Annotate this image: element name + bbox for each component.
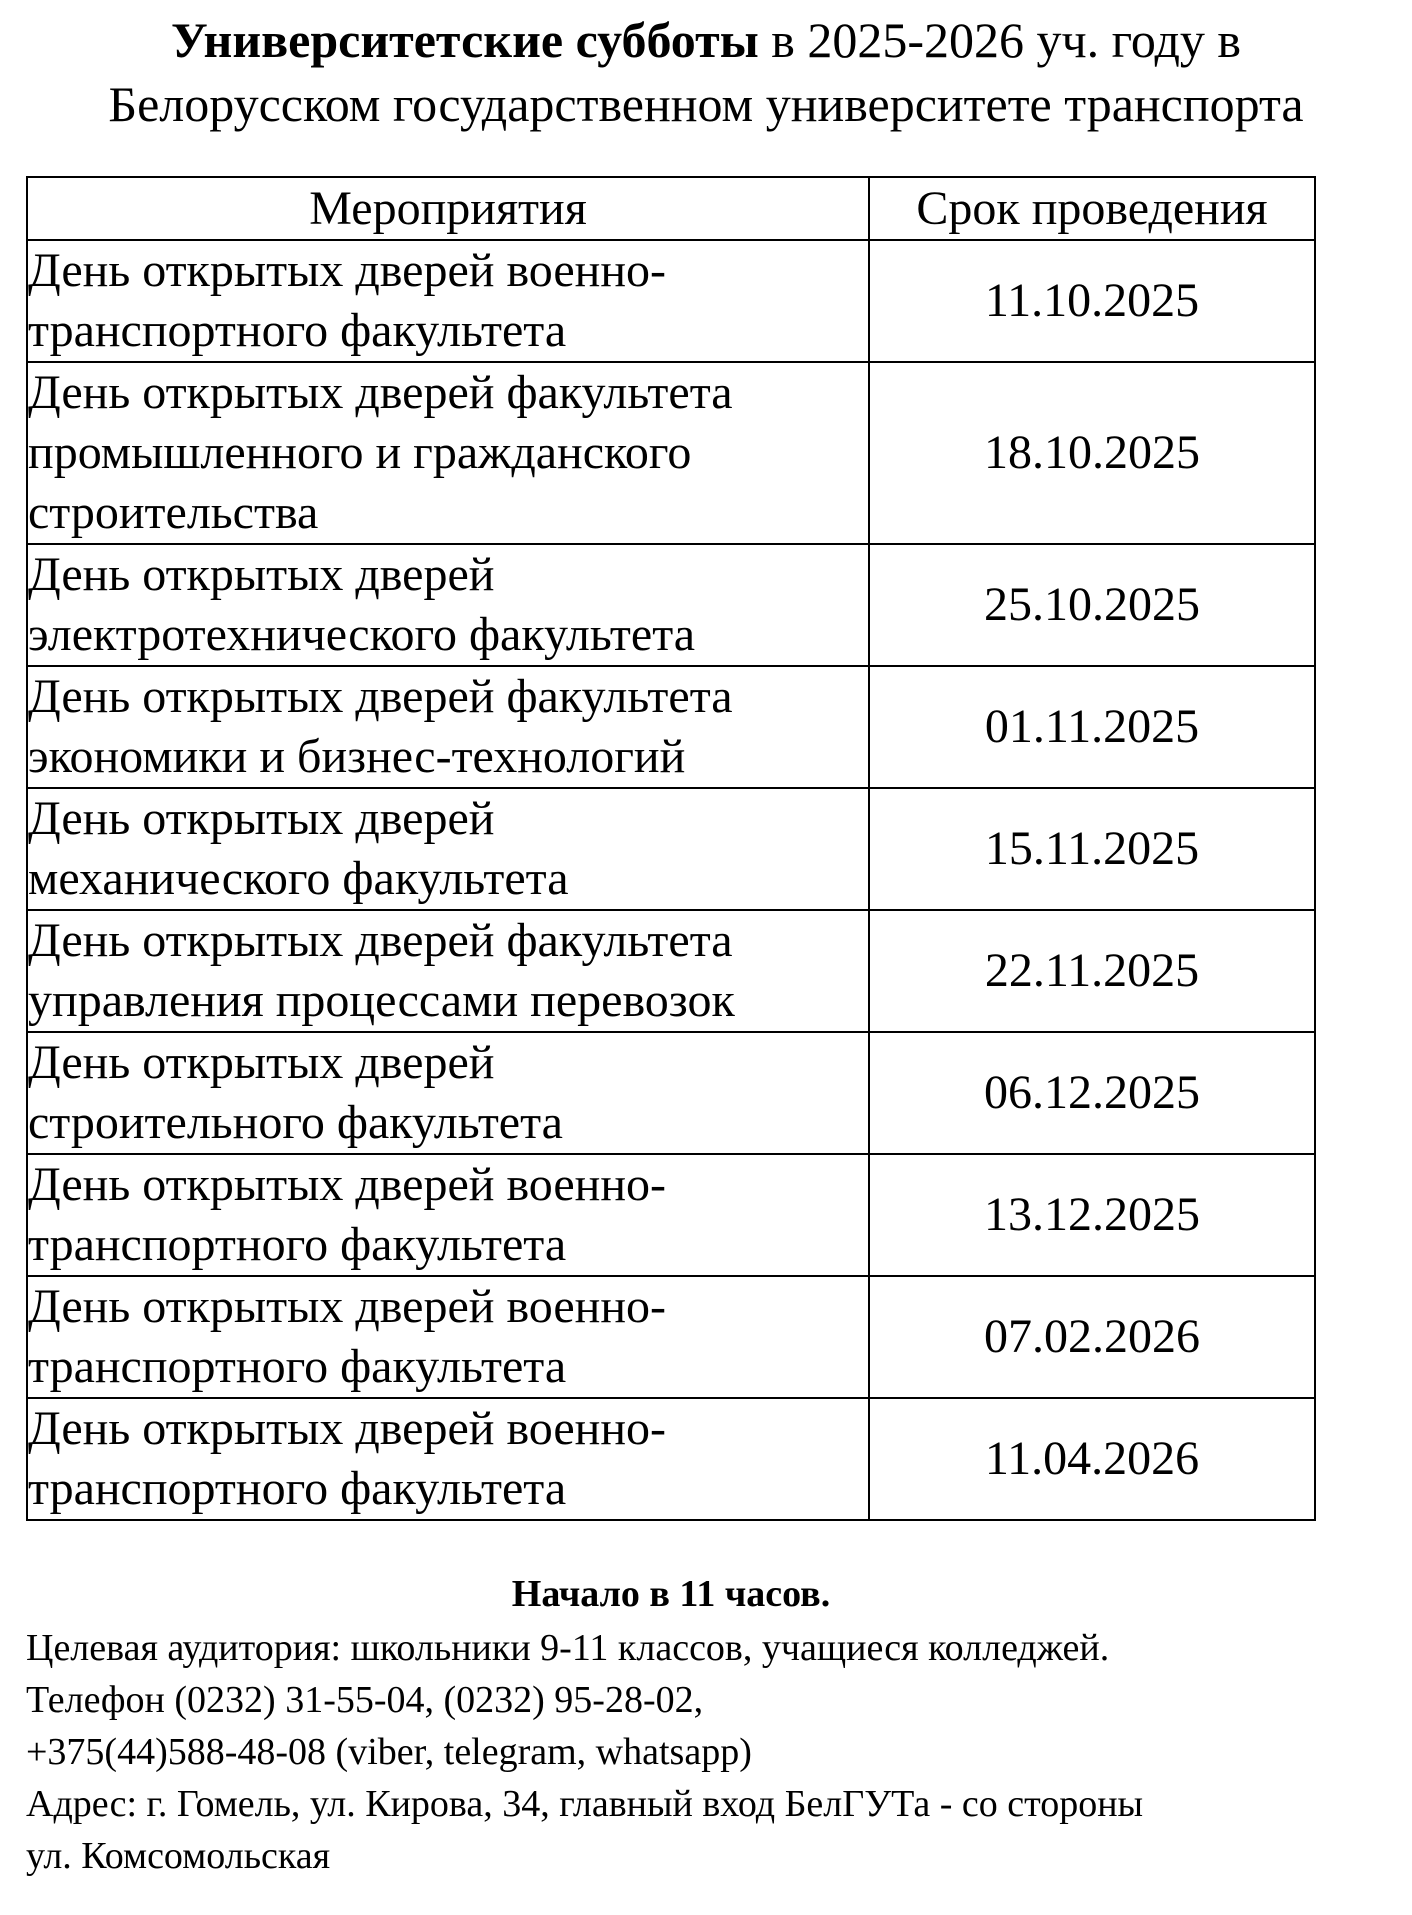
title-line-2: Белорусском государственном университете транспорта [108,76,1304,132]
event-line: День открытых дверей [28,792,495,845]
date-cell: 25.10.2025 [869,544,1315,666]
header-events: Мероприятия [27,177,869,240]
event-line: День открытых дверей факультета [28,670,733,723]
table-row [27,544,1315,666]
event-line: строительства [28,486,319,539]
event-cell [27,240,869,362]
table-row [27,1032,1315,1154]
schedule-body [27,240,1315,1520]
event-cell [27,910,869,1032]
target-audience: Целевая аудитория: школьники 9-11 классов, учащиеся колледжей. [26,1627,1110,1669]
title-bold: Университетские субботы [170,12,759,68]
address-line-1: Адрес: г. Гомель, ул. Кирова, 34, главный вход БелГУТа - со стороны [26,1783,1144,1825]
event-cell [27,1154,869,1276]
start-time: Начало в 11 часов. [511,1573,831,1615]
event-line: День открытых дверей военно- [28,1158,667,1211]
table-row [27,910,1315,1032]
date-cell: 15.11.2025 [869,788,1315,910]
event-line: День открытых дверей факультета [28,914,733,967]
schedule-table [26,176,1316,1521]
event-line: транспортного факультета [28,1462,567,1515]
footer-info [26,1568,1406,1882]
title-line-1-rest: в 2025-2026 уч. году в [758,12,1242,68]
address-line-2: ул. Комсомольская [26,1835,331,1877]
event-cell [27,1398,869,1520]
event-line: транспортного факультета [28,304,567,357]
date-cell: 13.12.2025 [869,1154,1315,1276]
table-row [27,1398,1315,1520]
event-line: День открытых дверей факультета [28,366,733,419]
event-line: экономики и бизнес-технологий [28,730,686,783]
header-date: Срок проведения [869,177,1315,240]
event-line: День открытых дверей военно- [28,244,667,297]
date-cell: 18.10.2025 [869,362,1315,544]
event-cell [27,1276,869,1398]
event-line: День открытых дверей военно- [28,1402,667,1455]
event-line: транспортного факультета [28,1340,567,1393]
event-line: строительного факультета [28,1096,563,1149]
title-line-1 [0,8,1412,72]
event-cell [27,788,869,910]
document-title [0,8,1412,136]
date-cell: 07.02.2026 [869,1276,1315,1398]
event-line: День открытых дверей [28,548,495,601]
event-cell [27,362,869,544]
event-line: электротехнического факультета [28,608,696,661]
table-row [27,788,1315,910]
table-header-row [27,177,1315,240]
event-line: День открытых дверей [28,1036,495,1089]
event-cell [27,666,869,788]
table-row [27,240,1315,362]
event-line: механического факультета [28,852,569,905]
event-line: промышленного и гражданского [28,426,692,479]
event-line: управления процессами перевозок [28,974,735,1027]
date-cell: 11.10.2025 [869,240,1315,362]
date-cell: 22.11.2025 [869,910,1315,1032]
phone-line-2: +375(44)588-48-08 (viber, telegram, whatsapp) [26,1731,752,1773]
event-cell [27,544,869,666]
event-line: День открытых дверей военно- [28,1280,667,1333]
date-cell: 11.04.2026 [869,1398,1315,1520]
date-cell: 06.12.2025 [869,1032,1315,1154]
date-cell: 01.11.2025 [869,666,1315,788]
event-line: транспортного факультета [28,1218,567,1271]
event-cell [27,1032,869,1154]
table-row [27,666,1315,788]
table-row [27,1276,1315,1398]
table-row [27,362,1315,544]
table-row [27,1154,1315,1276]
phone-line-1: Телефон (0232) 31-55-04, (0232) 95-28-02, [26,1679,704,1721]
